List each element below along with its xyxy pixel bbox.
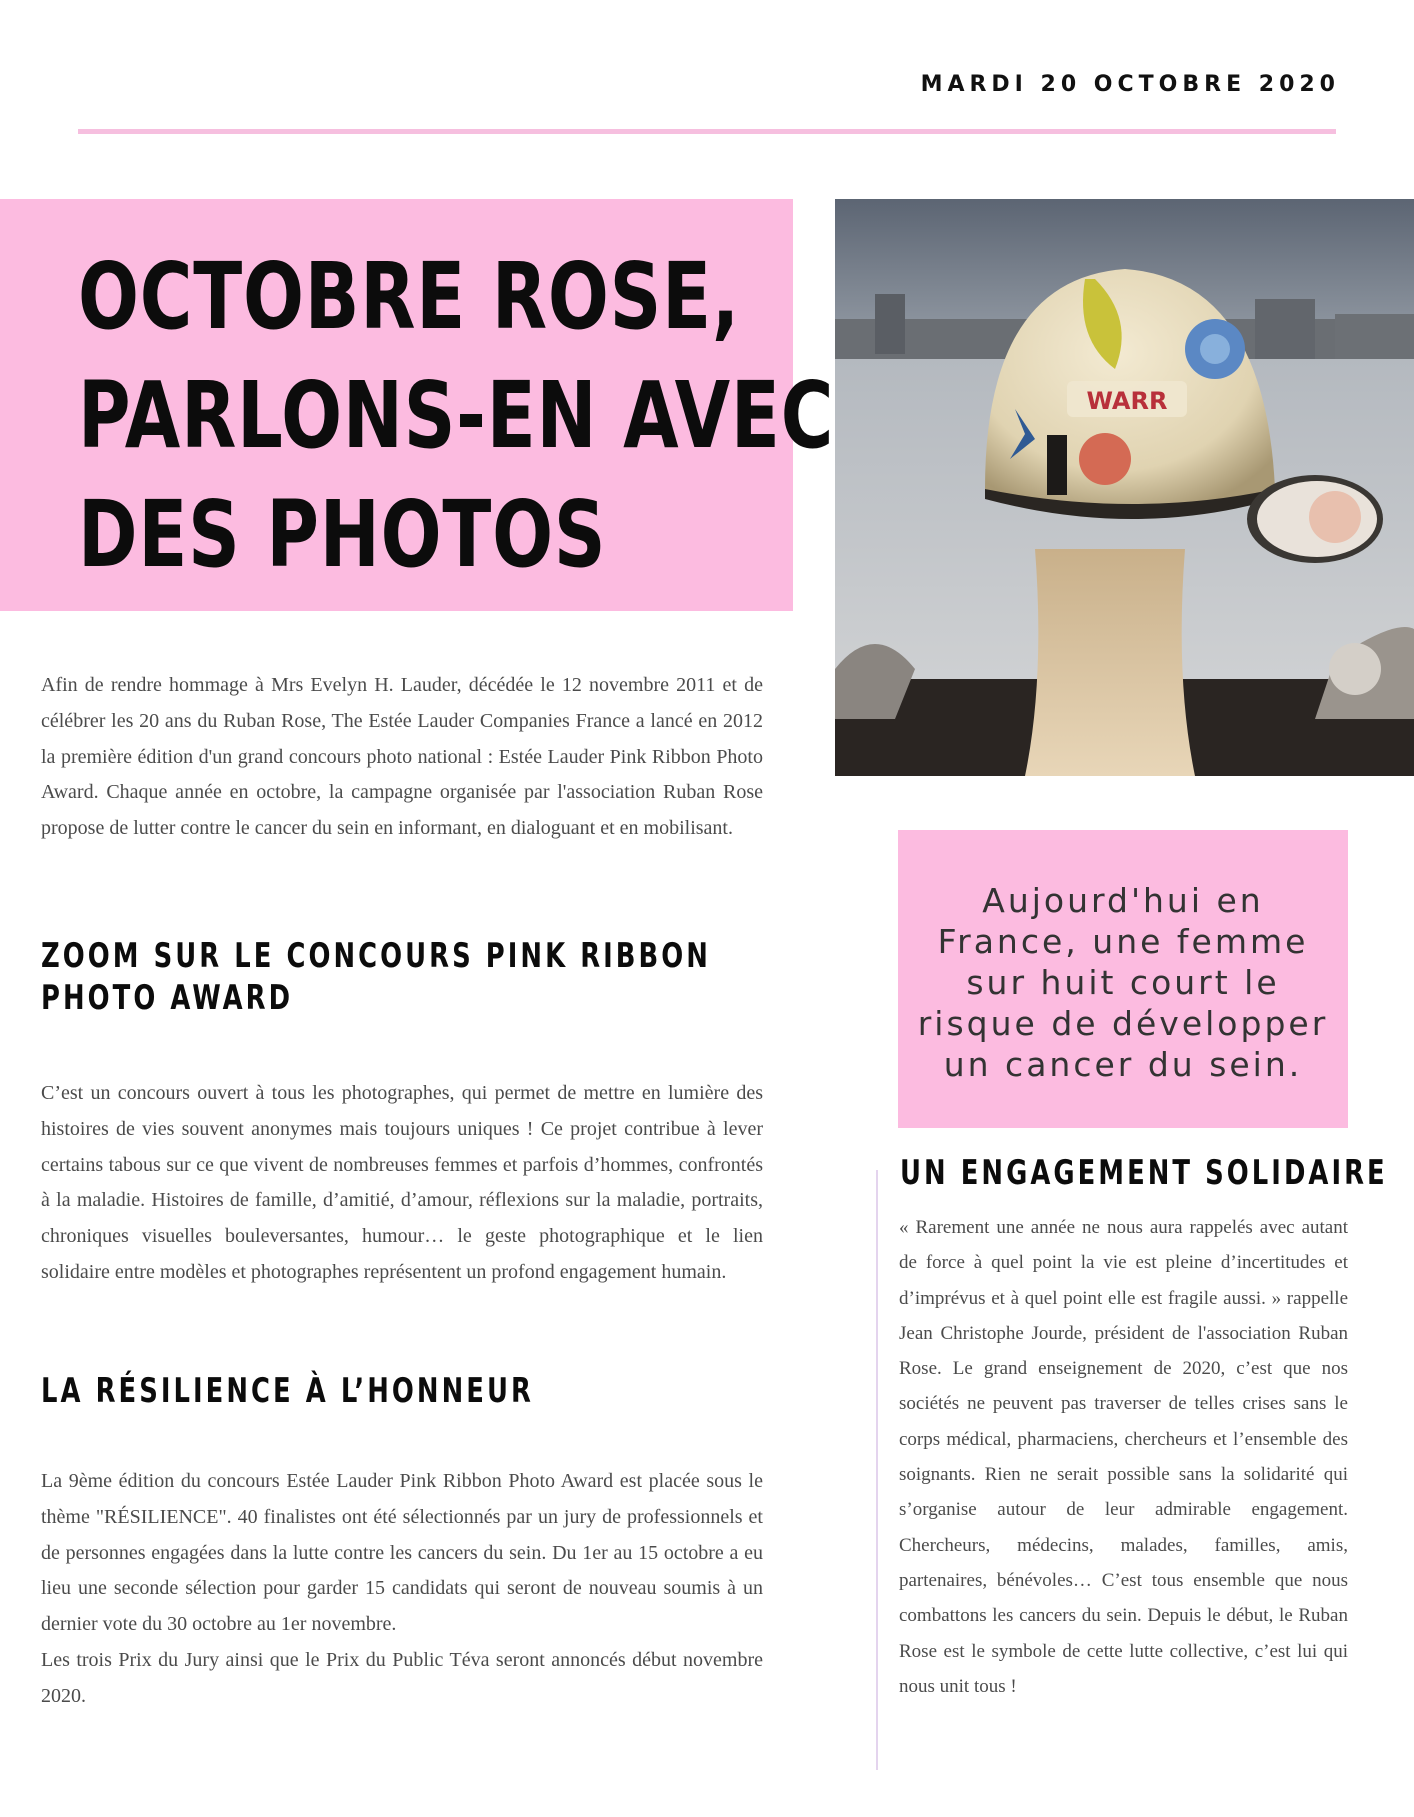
feature-photo	[835, 199, 1414, 776]
intro-paragraph: Afin de rendre hommage à Mrs Evelyn H. Lauder, décédée le 12 novembre 2011 et de célébrer les 20 ans du Ruban Rose, The Estée Lauder Companies France a lancé en 2012 la première édition d'un grand concours photo national : Estée Lauder Pink Ribbon Photo Award. Chaque année en octobre, la campagne organisée par l'association Ruban Rose propose de lutter contre le cancer du sein en informant, en dialoguant et en mobilisant.	[41, 674, 763, 840]
zoom-paragraph: C’est un concours ouvert à tous les photographes, qui permet de mettre en lumière des histoires de vies souvent anonymes mais toujours uniques ! Ce projet contribue à lever certains tabous sur ce que vivent de nombreuses femmes et parfois d’hommes, confrontés à la maladie. Histoires de famille, d’amitié, d’amour, réflexions sur la maladie, portraits, chroniques visuelles bouleversantes, humour… le geste photographique et le lien solidaire entre modèles et photographes représentent un profond engagement humain.	[41, 1082, 763, 1283]
header-divider	[78, 129, 1336, 134]
resilience-paragraph-1: La 9ème édition du concours Estée Lauder Pink Ribbon Photo Award est placée sous le thème "RÉSILIENCE". 40 finalistes ont été sélectionnés par un jury de professionnels et de personnes engagées dans la lutte contre les cancers du sein. Du 1er au 15 octobre a eu lieu une seconde sélection pour garder 15 candidats qui seront de nouveau soumis à un dernier vote du 30 octobre au 1er novembre.	[41, 1470, 763, 1636]
resilience-paragraph-2: Les trois Prix du Jury ainsi que le Prix du Public Téva seront annoncés début novembre 2020.	[41, 1648, 763, 1707]
resilience-heading: LA RÉSILIENCE À L’HONNEUR	[41, 1371, 534, 1411]
title-line-2: PARLONS-EN AVEC	[78, 362, 835, 469]
helmet-logo-text: WARR	[1086, 387, 1168, 415]
zoom-heading	[41, 935, 711, 1019]
issue-date: MARDI 20 OCTOBRE 2020	[920, 72, 1340, 97]
column-divider	[876, 1170, 878, 1770]
page-title	[78, 237, 835, 594]
title-line-3: DES PHOTOS	[78, 481, 607, 588]
title-line-1: OCTOBRE ROSE,	[78, 243, 740, 350]
engagement-paragraph: « Rarement une année ne nous aura rappelés avec autant de force à quel point la vie est pleine d’incertitudes et d’imprévus et à quel point elle est fragile aussi. » rappelle Jean Christophe Jourde, président de l'association Ruban Rose. Le grand enseignement de 2020, c’est que nos sociétés ne peuvent pas traverser de telles crises sans le corps médical, pharmaciens, chercheurs et l’ensemble des soignants. Rien ne serait possible sans la solidarité qui s’organise autour de leur admirable engagement. Chercheurs, médecins, malades, familles, amis, partenaires, bénévoles… C’est tous ensemble que nous combattons les cancers du sein. Depuis le début, le Ruban Rose est le symbole de cette lutte collective, c’est lui qui nous unit tous !	[899, 1217, 1348, 1697]
zoom-heading-line-1: ZOOM SUR LE CONCOURS PINK RIBBON	[41, 936, 711, 976]
engagement-heading: UN ENGAGEMENT SOLIDAIRE	[900, 1153, 1388, 1193]
pull-quote-box	[898, 830, 1348, 1128]
zoom-heading-line-2: PHOTO AWARD	[41, 978, 294, 1018]
resilience-body	[41, 1464, 763, 1715]
pull-quote: Aujourd'hui en France, une femme sur huit court le risque de développer un cancer du sein.	[917, 881, 1329, 1084]
